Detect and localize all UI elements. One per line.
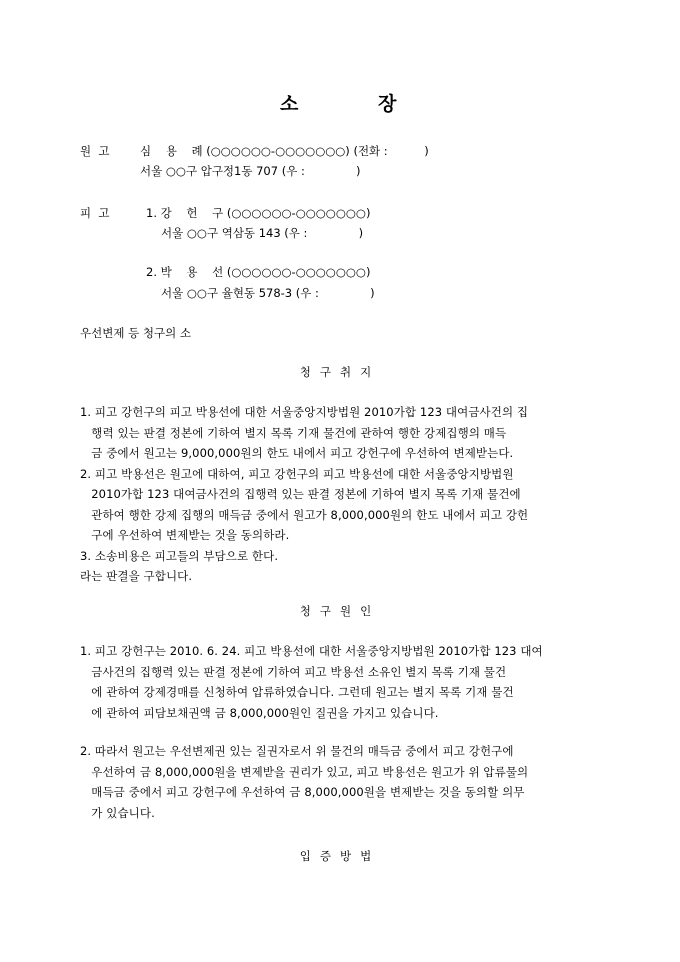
title-char-1: 소 xyxy=(280,93,299,115)
claim-cause-item-2 xyxy=(80,741,600,823)
claim-cause-line: 금사건의 집행력 있는 판결 정본에 기하여 피고 박용선 소유인 별지 목록 기재 물건 xyxy=(80,664,507,679)
claim-purpose-list xyxy=(80,402,600,587)
claim-cause-line: 가 있습니다. xyxy=(80,805,155,820)
defendant-1-name-line: 1. 강 헌 구 (○○○○○○-○○○○○○○) xyxy=(146,206,371,220)
claim-cause-line: 에 관하여 피담보채권액 금 8,000,000원인 질권을 가지고 있습니다. xyxy=(80,705,439,720)
claim-purpose-line: 2. 피고 박용선은 원고에 대하여, 피고 강헌구의 피고 박용선에 대한 서울중앙지방법원 xyxy=(80,466,514,481)
defendant-2-address: 서울 ○○구 율현동 578-3 (우 : ) xyxy=(161,286,375,300)
claim-cause-line: 2. 따라서 원고는 우선변제권 있는 질권자로서 위 물건의 매득금 중에서 피고 강헌구에 xyxy=(80,744,514,758)
defendant-1-address: 서울 ○○구 역삼동 143 (우 : ) xyxy=(161,226,364,240)
claim-purpose-line: 행력 있는 판결 정본에 기하여 별지 목록 기재 물건에 관하여 행한 강제집행의 매득 xyxy=(80,425,507,440)
plaintiff-name-line: 심 용 례 (○○○○○○-○○○○○○○) (전화 : ) xyxy=(140,144,429,158)
claim-purpose-line: 구에 우선하여 변제받는 것을 동의하라. xyxy=(80,528,290,542)
plaintiff-label: 원 고 xyxy=(80,144,110,158)
claim-cause-item-1 xyxy=(80,641,600,723)
claim-cause-heading: 청구원인 xyxy=(299,604,381,618)
claim-cause-line: 에 관하여 강제경매를 신청하여 압류하였습니다. 그런데 원고는 별지 목록 기재 물건 xyxy=(80,685,514,699)
title-char-2: 장 xyxy=(378,93,397,115)
case-name: 우선변제 등 청구의 소 xyxy=(80,326,191,340)
claim-cause-line: 1. 피고 강헌구는 2010. 6. 24. 피고 박용선에 대한 서울중앙지방법원 2010가합 123 대여 xyxy=(80,644,543,658)
defendant-2-name-line: 2. 박 용 선 (○○○○○○-○○○○○○○) xyxy=(146,265,371,279)
defendant-label: 피 고 xyxy=(80,206,110,220)
claim-cause-line: 매득금 중에서 피고 강헌구에 우선하여 금 8,000,000원을 변제받는 것을 동의할 의무 xyxy=(80,785,525,799)
claim-purpose-heading: 청구취지 xyxy=(299,365,381,379)
plaintiff-address: 서울 ○○구 압구정1동 707 (우 : ) xyxy=(140,164,361,178)
claim-purpose-line: 관하여 행한 강제 집행의 매득금 중에서 원고가 8,000,000원의 한도 내에서 피고 강헌 xyxy=(80,507,529,522)
claim-purpose-closing: 라는 판결을 구합니다. xyxy=(80,569,193,583)
evidence-heading: 입증방법 xyxy=(299,849,381,863)
claim-cause-line: 우선하여 금 8,000,000원을 변제받을 권리가 있고, 피고 박용선은 원고가 위 압류물의 xyxy=(80,764,529,779)
claim-purpose-line: 1. 피고 강헌구의 피고 박용선에 대한 서울중앙지방법원 2010가합 123 대여금사건의 집 xyxy=(80,405,529,419)
claim-purpose-line: 금 중에서 원고는 9,000,000원의 한도 내에서 피고 강헌구에 우선하여 변제받는다. xyxy=(80,446,514,460)
claim-purpose-line: 2010가합 123 대여금사건의 집행력 있는 판결 정본에 기하여 별지 목록 기재 물건에 xyxy=(80,487,521,501)
claim-purpose-line: 3. 소송비용은 피고들의 부담으로 한다. xyxy=(80,548,279,563)
